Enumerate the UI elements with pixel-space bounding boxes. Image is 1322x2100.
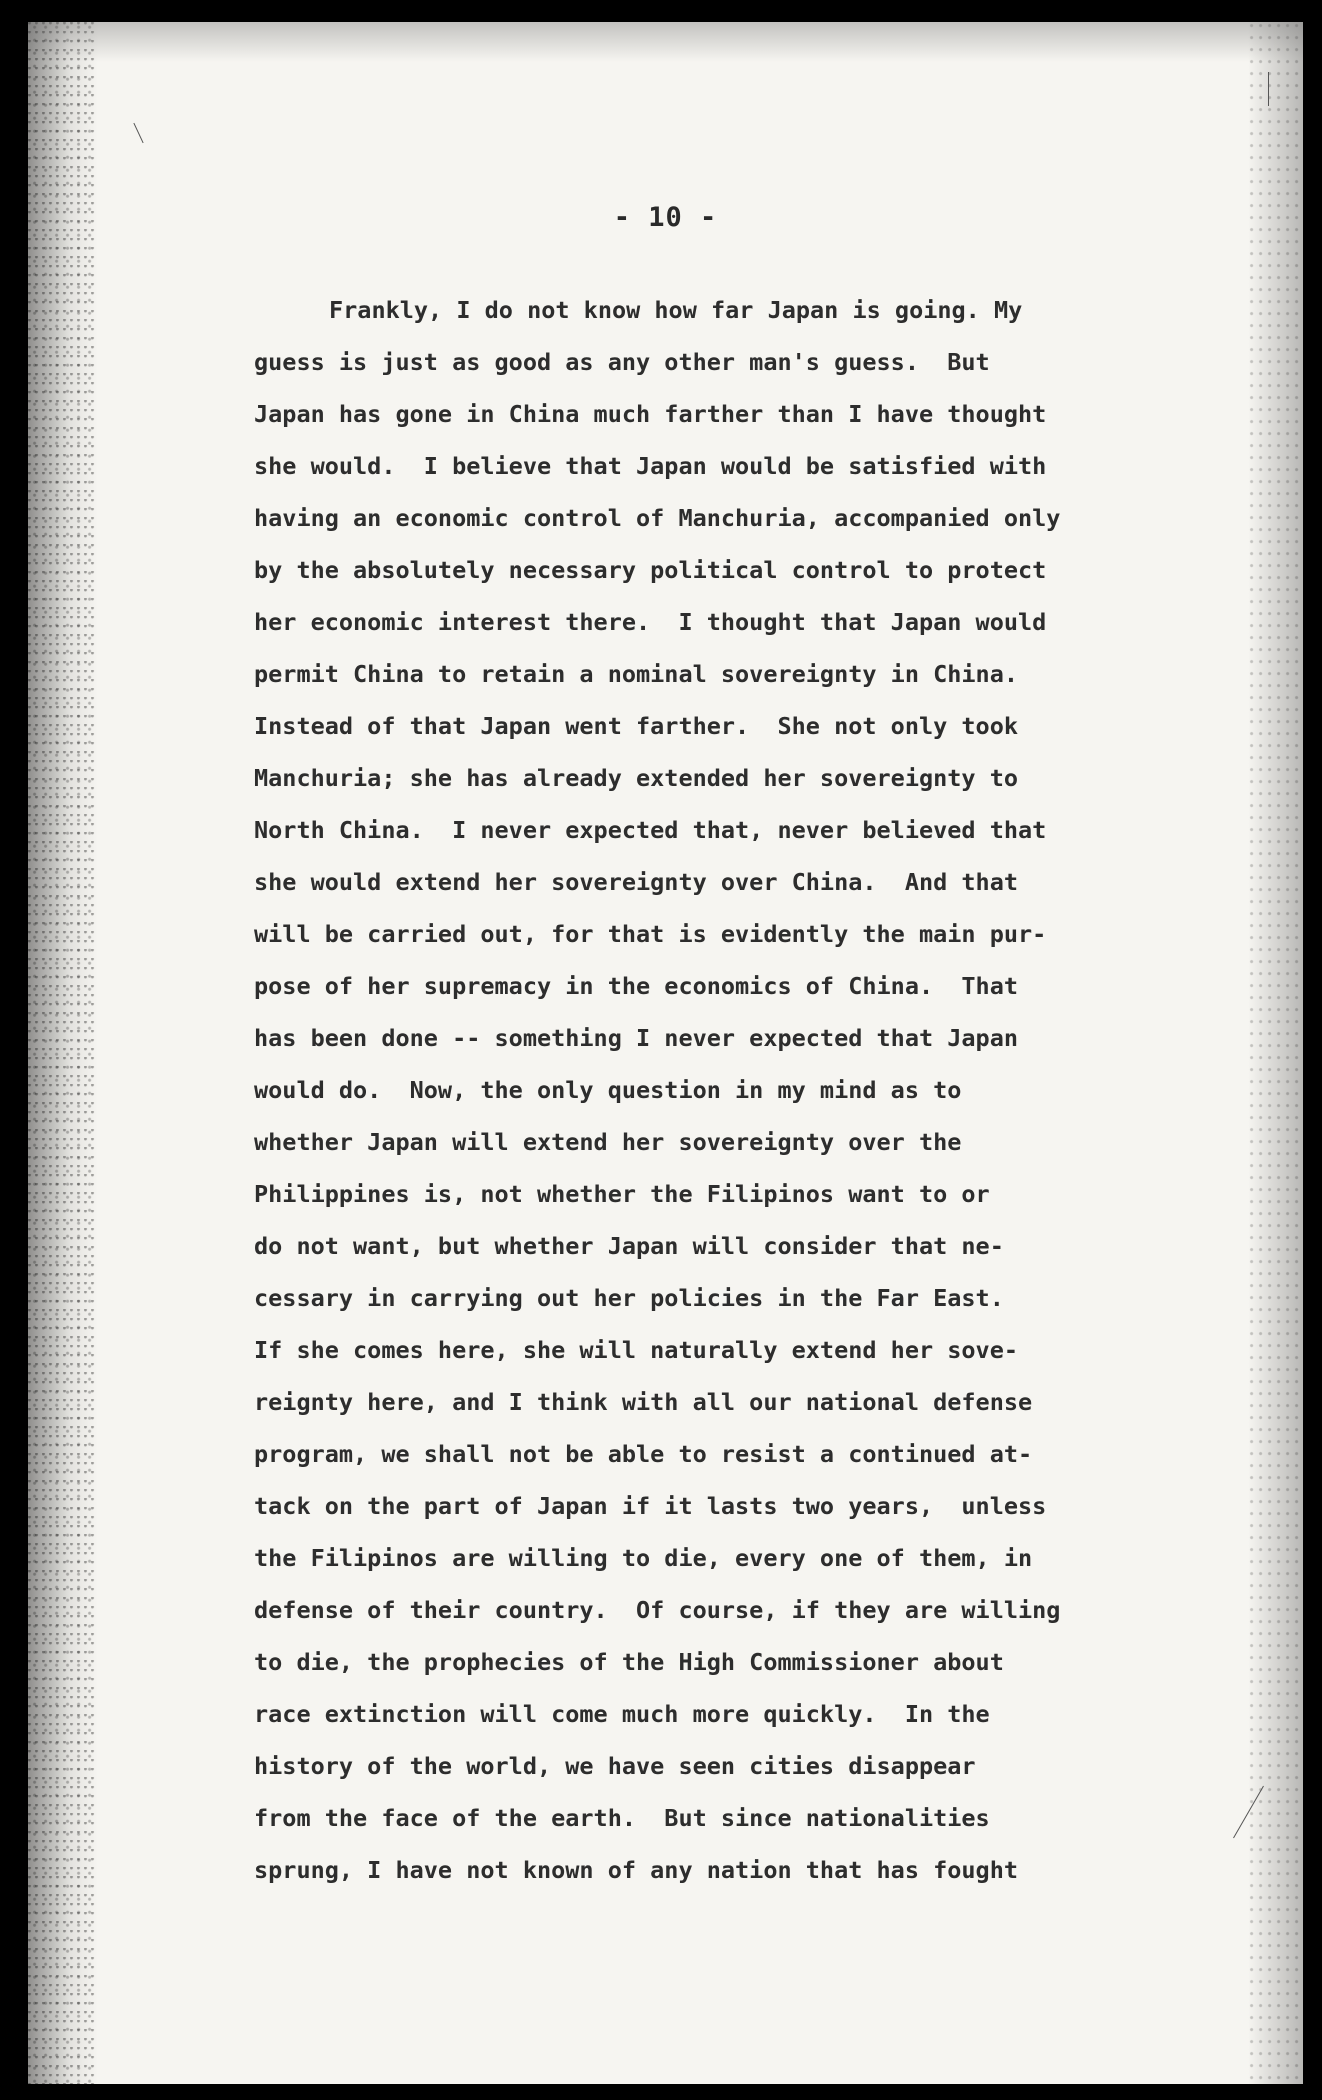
text-line: cessary in carrying out her policies in the Far East.: [254, 1284, 1004, 1312]
text-line: guess is just as good as any other man's guess. But: [254, 348, 990, 376]
text-line: to die, the prophecies of the High Commissioner about: [254, 1648, 1004, 1676]
text-line: race extinction will come much more quickly. In the: [254, 1700, 990, 1728]
text-line: tack on the part of Japan if it lasts two years, unless: [254, 1492, 1047, 1520]
text-line: Manchuria; she has already extended her sovereignty to: [254, 764, 1019, 792]
text-line: If she comes here, she will naturally extend her sove-: [254, 1336, 1019, 1364]
text-line: Frankly, I do not know how far Japan is going. My: [329, 296, 1023, 324]
stray-mark: [1268, 72, 1269, 106]
body-paragraph: [254, 284, 1214, 1896]
text-line: defense of their country. Of course, if they are willing: [254, 1596, 1061, 1624]
page-number: - 10 -: [613, 202, 718, 233]
text-line: do not want, but whether Japan will consider that ne-: [254, 1232, 1004, 1260]
text-line: from the face of the earth. But since nationalities: [254, 1804, 990, 1832]
text-line: the Filipinos are willing to die, every one of them, in: [254, 1544, 1033, 1572]
text-line: she would. I believe that Japan would be satisfied with: [254, 452, 1047, 480]
text-line: sprung, I have not known of any nation that has fought: [254, 1856, 1019, 1884]
text-line: has been done -- something I never expected that Japan: [254, 1024, 1019, 1052]
scan-margin-right: [1248, 22, 1303, 2084]
text-line: whether Japan will extend her sovereignty over the: [254, 1128, 962, 1156]
stray-mark: [133, 123, 143, 143]
scan-margin-left: [28, 22, 98, 2084]
text-line: Philippines is, not whether the Filipinos want to or: [254, 1180, 990, 1208]
text-line: she would extend her sovereignty over China. And that: [254, 868, 1019, 896]
document-page: [28, 22, 1303, 2084]
text-line: Japan has gone in China much farther than I have thought: [254, 400, 1047, 428]
text-line: will be carried out, for that is evidently the main pur-: [254, 920, 1047, 948]
text-line: program, we shall not be able to resist a continued at-: [254, 1440, 1033, 1468]
text-line: by the absolutely necessary political control to protect: [254, 556, 1047, 584]
text-line: history of the world, we have seen cities disappear: [254, 1752, 976, 1780]
text-line: permit China to retain a nominal sovereignty in China.: [254, 660, 1019, 688]
text-line: North China. I never expected that, never believed that: [254, 816, 1047, 844]
text-line: would do. Now, the only question in my mind as to: [254, 1076, 962, 1104]
scan-margin-top: [28, 22, 1303, 62]
text-line: reignty here, and I think with all our national defense: [254, 1388, 1033, 1416]
text-line: her economic interest there. I thought that Japan would: [254, 608, 1047, 636]
text-line: having an economic control of Manchuria, accompanied only: [254, 504, 1061, 532]
text-line: pose of her supremacy in the economics of China. That: [254, 972, 1019, 1000]
text-line: Instead of that Japan went farther. She not only took: [254, 712, 1019, 740]
